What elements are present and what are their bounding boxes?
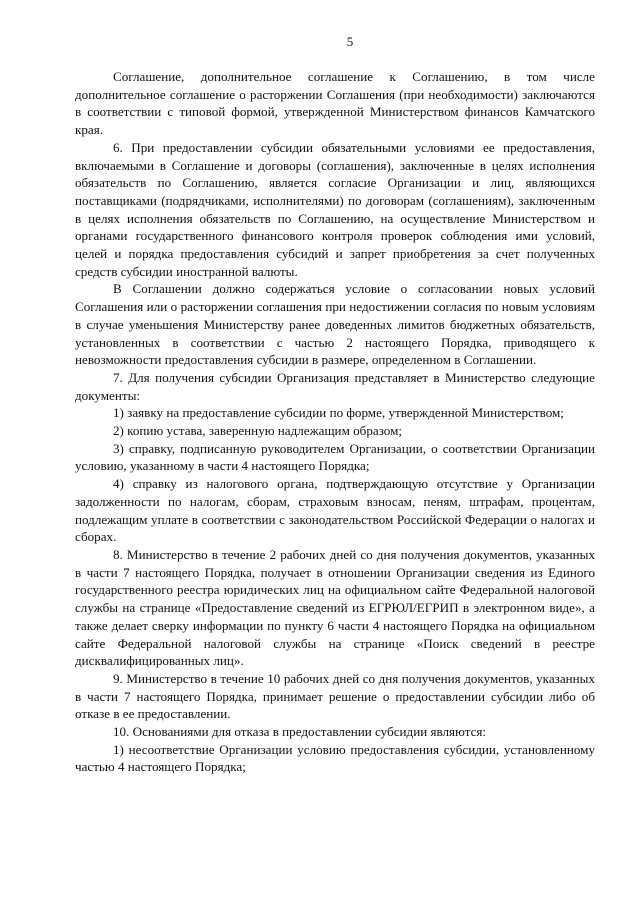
paragraph-agreement-conditions: В Соглашении должно содержаться условие о согласовании новых условий Соглашения или о расторжении соглашения при недостижении согласия по новым условиям в случае уменьшения Министерству ранее доведенных лимитов бюджетных обязательств, установленных в соответствии с частью 2 настоящего Порядка, приводящего к невозможности предоставления субсидии в размере, определенном в Соглашении. xyxy=(75,281,595,368)
list-item-application: 1) заявку на предоставление субсидии по форме, утвержденной Министерством; xyxy=(113,405,564,421)
list-item-compliance-certificate: 3) справку, подписанную руководителем Организации, о соответствии Организации условию, указанному в части 4 настоящего Порядка; xyxy=(75,440,595,474)
list-item-charter-copy: 2) копию устава, заверенную надлежащим образом; xyxy=(113,423,403,439)
paragraph-item-7: 7. Для получения субсидии Организация представляет в Министерство следующие документы: xyxy=(75,369,595,403)
document-body xyxy=(75,68,595,776)
paragraph-item-6: 6. При предоставлении субсидии обязательными условиями ее предоставления, включаемыми в Соглашение и договоры (соглашения), заключенные в целях исполнения обязательств по Соглашению, является согласие Организации и лиц, являющихся поставщиками (подрядчиками, исполнителями) по договорам (соглашениям), заключенным в целях исполнения обязательств по Соглашению, на осуществление Министерством и органами государственного финансового контроля проверок соблюдения ими условий, целей и порядка предоставления субсидий и запрет приобретения за счет полученных средств субсидии иностранной валюты. xyxy=(75,139,595,279)
paragraph-agreement-form: Соглашение, дополнительное соглашение к Соглашению, в том числе дополнительное соглашение о расторжении Соглашения (при необходимости) заключаются в соответствии с типовой формой, утвержденной Министерством финансов Камчатского края. xyxy=(75,69,595,138)
list-item-tax-certificate: 4) справку из налогового органа, подтверждающую отсутствие у Организации задолженности по налогам, сборам, страховым взносам, пеням, штрафам, процентам, подлежащим уплате в соответствии с законодательством Российской Федерации о налогах и сборах. xyxy=(75,476,595,545)
paragraph-item-9: 9. Министерство в течение 10 рабочих дней со дня получения документов, указанных в части 7 настоящего Порядка, принимает решение о предоставлении субсидии либо об отказе в ее предоставлении. xyxy=(75,670,595,722)
list-item-refusal-reason-1: 1) несоответствие Организации условию предоставления субсидии, установленному частью 4 настоящего Порядка; xyxy=(75,741,595,775)
paragraph-item-8: 8. Министерство в течение 2 рабочих дней со дня получения документов, указанных в части 7 настоящего Порядка, получает в отношении Организации сведения из Единого государственного реестра юридических лиц на официальном сайте Федеральной налоговой службы на странице «Предоставление сведений из ЕГРЮЛ/ЕГРИП в электронном виде», а также делает сверку информации по пункту 6 части 4 настоящего Порядка на официальном сайте Федеральной налоговой службы на странице «Поиск сведений в реестре дисквалифицированных лиц». xyxy=(75,546,595,669)
paragraph-item-10: 10. Основаниями для отказа в предоставлении субсидии являются: xyxy=(113,724,487,740)
page-number: 5 xyxy=(346,34,354,49)
